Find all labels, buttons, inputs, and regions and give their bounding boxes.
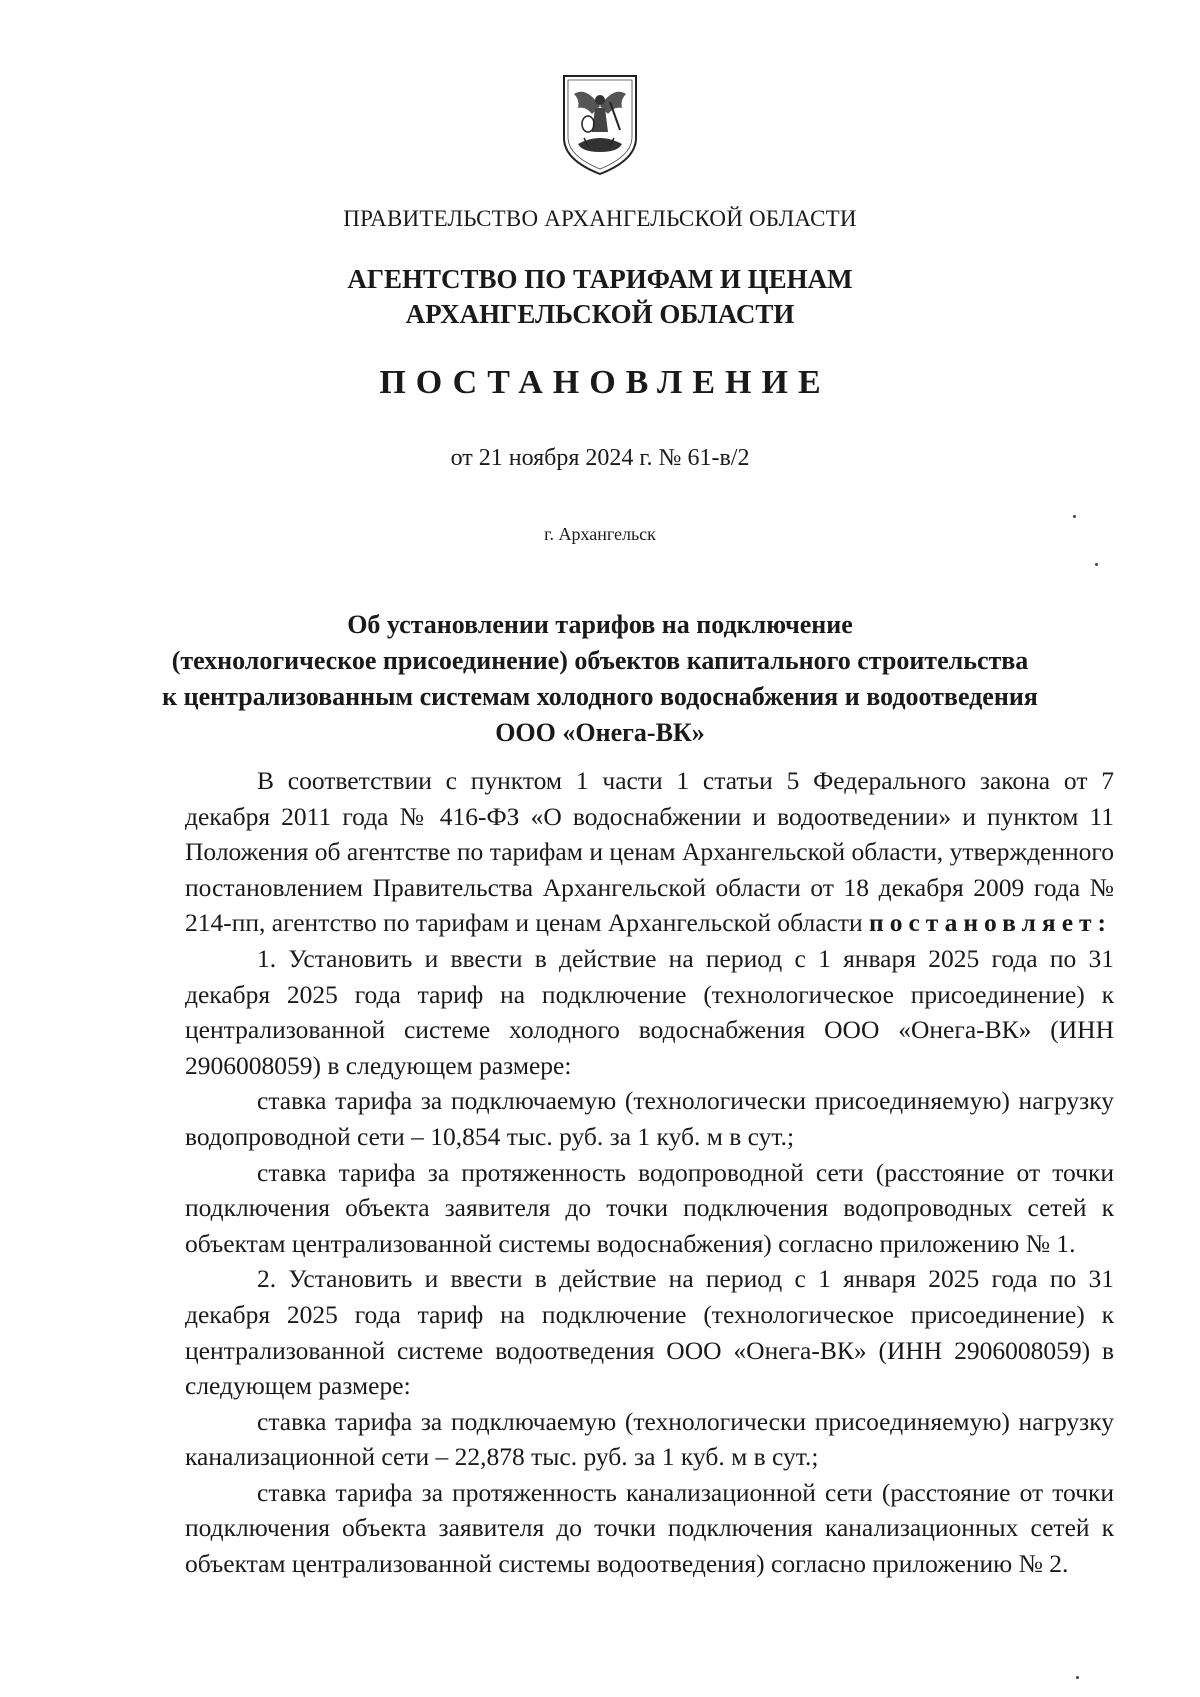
agency-name-line1: АГЕНТСТВО ПО ТАРИФАМ И ЦЕНАМ bbox=[347, 264, 853, 294]
document-body bbox=[185, 763, 1114, 1582]
coat-of-arms-icon bbox=[558, 72, 642, 176]
title-line4: ООО «Онега-ВК» bbox=[495, 718, 705, 747]
resolves-keyword: постановляет: bbox=[869, 908, 1113, 938]
item-2-rate-load: ставка тарифа за подключаемую (технологически присоединяемую) нагрузку канализационной сети – 22,878 тыс. руб. за 1 куб. м в сут.; bbox=[185, 1406, 1114, 1472]
preamble-text: В соответствии с пунктом 1 части 1 статьи 5 Федерального закона от 7 декабря 2011 года № 416-ФЗ «О водоснабжении и водоотведении» и пунктом 11 Положения об агентстве по тарифам и ценам Архангельской области, утвержденного постановлением Правительства Архангельской области от 18 декабря 2009 года № 214-пп, агентство по тарифам и ценам Архангельской области bbox=[185, 766, 1114, 938]
agency-name bbox=[0, 262, 1200, 332]
item-2-rate-length: ставка тарифа за протяженность канализационной сети (расстояние от точки подключения объекта заявителя до точки подключения канализационных сетей к объектам централизованной системы водоотведения) согласно приложению № 2. bbox=[185, 1477, 1114, 1579]
document-type: ПОСТАНОВЛЕНИЕ bbox=[379, 364, 831, 401]
item-1-rate-load: ставка тарифа за подключаемую (технологически присоединяемую) нагрузку водопроводной сети – 10,854 тыс. руб. за 1 куб. м в сут.; bbox=[185, 1086, 1114, 1151]
scan-speck bbox=[1073, 515, 1076, 518]
title-line2: (технологическое присоединение) объектов капитального строительства bbox=[171, 646, 1029, 675]
agency-name-line2: АРХАНГЕЛЬСКОЙ ОБЛАСТИ bbox=[405, 299, 795, 329]
document-date-number: от 21 ноября 2024 г. № 61-в/2 bbox=[450, 445, 750, 471]
scan-speck bbox=[1076, 1676, 1079, 1679]
preamble-paragraph bbox=[185, 763, 1114, 941]
title-line1: Об установлении тарифов на подключение bbox=[347, 610, 853, 639]
title-line3: к централизованным системам холодного водоснабжения и водоотведения bbox=[162, 682, 1038, 711]
government-name: ПРАВИТЕЛЬСТВО АРХАНГЕЛЬСКОЙ ОБЛАСТИ bbox=[343, 206, 857, 231]
scan-speck bbox=[1095, 563, 1098, 566]
document-title bbox=[0, 607, 1200, 751]
item-1-paragraph: 1. Установить и ввести в действие на период с 1 января 2025 года по 31 декабря 2025 года тариф на подключение (технологическое присоединение) к централизованной системе холодного водоснабжения ООО «Онега-ВК» (ИНН 2906008059) в следующем размере: bbox=[185, 943, 1114, 1080]
document-city: г. Архангельск bbox=[544, 524, 656, 544]
item-2-paragraph: 2. Установить и ввести в действие на период с 1 января 2025 года по 31 декабря 2025 года тариф на подключение (технологическое присоединение) к централизованной системе водоотведения ООО «Онега-ВК» (ИНН 2906008059) в следующем размере: bbox=[185, 1264, 1114, 1401]
item-1-rate-length: ставка тарифа за протяженность водопроводной сети (расстояние от точки подключения объекта заявителя до точки подключения водопроводных сетей к объектам централизованной системы водоснабжения) согласно приложению № 1. bbox=[185, 1157, 1114, 1258]
